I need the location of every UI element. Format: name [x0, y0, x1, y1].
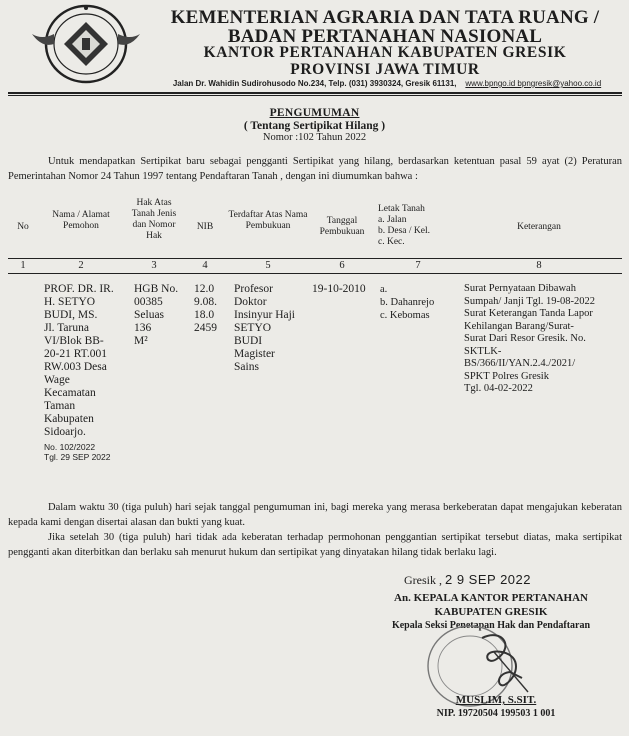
terdaftar-line: Profesor — [234, 283, 273, 295]
terdaftar-line: Doktor — [234, 296, 267, 308]
nama-line: VI/Blok BB- — [44, 335, 104, 347]
keterangan-line: BS/366/II/YAN.2.4./2021/ — [464, 358, 576, 369]
keterangan-line: Surat Keterangan Tanda Lapor — [464, 308, 593, 319]
nib-line: 18.0 — [194, 309, 215, 321]
header-rule-thin — [8, 95, 622, 96]
col-number-5: 5 — [265, 260, 271, 271]
keterangan-line: SKTLK- — [464, 345, 502, 357]
header-terdaftar: Terdaftar Atas Nama Pembukuan — [228, 210, 308, 231]
keterangan-line: Surat Pernyataan Dibawah — [464, 283, 576, 294]
header-no: No — [17, 222, 29, 232]
col-number-3: 3 — [151, 260, 157, 271]
signature-nip: NIP. 19720504 199503 1 001 — [436, 708, 556, 719]
col-number-7: 7 — [415, 260, 421, 271]
header-tanggal: Tanggal Pembukuan — [319, 216, 365, 237]
table-rule-bottom — [8, 273, 622, 274]
notice-number: Nomor :102 Tahun 2022 — [262, 132, 367, 143]
hak-line: Seluas — [134, 309, 165, 321]
cell-hak — [134, 283, 186, 348]
letterhead-line-3: KANTOR PERTANAHAN KABUPATEN GRESIK — [203, 44, 567, 61]
header-letak-c: c. Kec. — [378, 237, 405, 247]
nama-line: Kabupaten — [44, 413, 94, 425]
letterhead-address: Jalan Dr. Wahidin Sudirohusodo No.234, Telp. (031) 3930324, Gresik 61131, — [172, 79, 457, 88]
signature-place-date — [404, 572, 531, 588]
header-nib: NIB — [196, 222, 214, 232]
col-number-1: 1 — [20, 260, 26, 271]
nama-line: Sidoarjo. — [44, 426, 86, 438]
nama-line: Wage — [44, 374, 70, 386]
notice-subtitle: ( Tentang Sertipikat Hilang ) — [243, 120, 386, 132]
keterangan-line: SPKT Polres Gresik — [464, 370, 549, 382]
terdaftar-line: Sains — [234, 361, 259, 373]
terdaftar-line: Magister — [234, 348, 275, 360]
nib-line: 2459 — [194, 322, 217, 334]
nama-line: Jl. Taruna — [44, 322, 89, 334]
keterangan-line: Tgl. 04-02-2022 — [464, 383, 533, 394]
header-keterangan: Keterangan — [517, 222, 561, 232]
nama-line: BUDI, MS. — [44, 309, 98, 321]
nib-line: 9.08. — [194, 296, 217, 308]
col-number-6: 6 — [339, 260, 345, 271]
letterhead-line-1: KEMENTERIAN AGRARIA DAN TATA RUANG / — [170, 7, 600, 28]
cell-nama — [44, 283, 126, 462]
keterangan-line: Surat Dari Resor Gresik. No. — [464, 333, 586, 344]
letak-line: b. Dahanrejo — [380, 297, 435, 308]
letterhead-line-4: PROVINSI JAWA TIMUR — [290, 61, 480, 78]
nama-line: RW.003 Desa — [44, 361, 107, 373]
hak-line: HGB No. — [134, 283, 179, 295]
nama-line: Kecamatan — [44, 387, 96, 399]
cell-keterangan — [464, 283, 624, 396]
header-letak-b: b. Desa / Kel. — [378, 226, 430, 236]
bpn-logo — [24, 4, 152, 86]
header-hak: Hak Atas Tanah Jenis dan Nomor Hak — [131, 198, 177, 241]
cell-nib — [194, 283, 228, 335]
closing-paragraph-2: Jika setelah 30 (tiga puluh) hari tidak ada keberatan terhadap permohonan penggantian sertipikat tersebut diatas, maka sertipikat pengganti akan diterbitkan dan berlaku sah menurut hukum dan sertipikat yang dinyatakan hilang tidak berlaku lagi. — [8, 532, 622, 558]
col-number-2: 2 — [78, 260, 84, 271]
nama-line: H. SETYO — [44, 296, 96, 308]
header-letak — [378, 204, 458, 248]
stamp-date: Tgl. 29 SEP 2022 — [44, 452, 111, 462]
notice-title: PENGUMUMAN — [269, 107, 360, 119]
hak-line: 136 — [134, 322, 152, 334]
signature-line-3: Kepala Seksi Penetapan Hak dan Pendaftaran — [391, 620, 591, 631]
letak-line: a. — [380, 284, 388, 295]
letterhead-website: www.bpngo.id bpngresik@yahoo.co.id — [465, 79, 602, 88]
keterangan-line: Kehilangan Barang/Surat- — [464, 320, 574, 332]
terdaftar-line: SETYO — [234, 322, 272, 334]
signature-place: Gresik , — [404, 573, 442, 587]
col-number-4: 4 — [202, 260, 208, 271]
signature-line-2: KABUPATEN GRESIK — [434, 606, 548, 618]
signature-line-1: An. KEPALA KANTOR PERTANAHAN — [394, 592, 588, 604]
letak-line: c. Kebomas — [380, 310, 430, 321]
table-rule-top — [8, 258, 622, 259]
signature-name: MUSLIM, S.SIT. — [455, 694, 537, 706]
stamp-number: No. 102/2022 — [44, 442, 96, 452]
nama-line: Taman — [44, 400, 76, 412]
letterhead-address-line — [152, 79, 622, 88]
header-rule-thick — [8, 92, 622, 94]
terdaftar-line: BUDI — [234, 335, 263, 347]
terdaftar-line: Insinyur Haji — [234, 309, 296, 321]
cell-tanggal: 19-10-2010 — [312, 283, 366, 295]
cell-terdaftar — [234, 283, 310, 374]
header-letak-title: Letak Tanah — [378, 204, 425, 214]
notice-intro: Untuk mendapatkan Sertipikat baru sebagai pengganti Sertipikat yang hilang, berdasarkan ketentuan pasal 59 ayat (2) Peraturan Pemerintahan Nomor 24 Tahun 1997 tentang Pendaftaran Tanah , dengan ini diumumkan bahwa : — [8, 156, 622, 182]
hak-line: M² — [134, 335, 148, 347]
col-number-8: 8 — [536, 260, 542, 271]
header-letak-a: a. Jalan — [378, 215, 407, 225]
signature-date: 2 9 SEP 2022 — [445, 572, 531, 587]
hak-line: 00385 — [134, 296, 163, 308]
closing-paragraph-1: Dalam waktu 30 (tiga puluh) hari sejak tanggal pengumuman ini, bagi mereka yang merasa berkeberatan dapat mengajukan keberatan kepada kami dengan disertai alasan dan bukti yang kuat. — [8, 502, 622, 528]
letterhead-line-2: BADAN PERTANAHAN NASIONAL — [227, 26, 543, 47]
nama-line: PROF. DR. IR. — [44, 283, 114, 295]
nib-line: 12.0 — [194, 283, 215, 295]
cell-letak — [380, 283, 462, 322]
keterangan-line: Sumpah/ Janji Tgl. 19-08-2022 — [464, 295, 596, 307]
nama-line: 20-21 RT.001 — [44, 348, 107, 360]
header-nama: Nama / Alamat Pemohon — [52, 210, 110, 231]
